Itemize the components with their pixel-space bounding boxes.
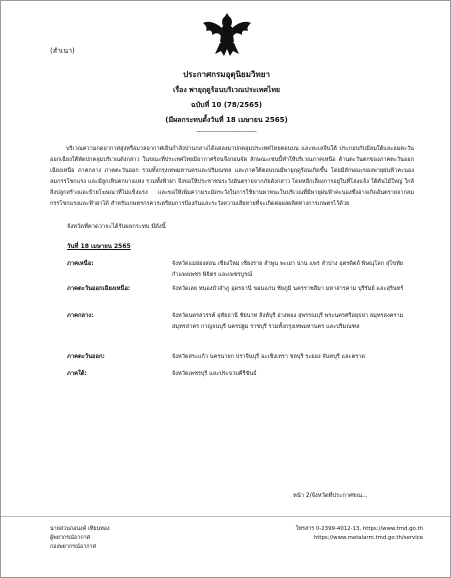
body-paragraph: บริเวณความกดอากาศสูงหรือมวลอากาศเย็นกำลังปานกลางได้แผ่ลงมาปกคลุมประเทศไทยตอนบน และทะเลจีนใต้ ประกอบกับมีลมใต้และลมตะวันออกเฉียงใต้พัดปกคลุมบริเวณดังกล่าว ในขณะที่ประเทศไทยมีอากาศร้อนจึงก่อนจัด ลักษณะเช่นนี้ทำให้บริเวณภาคเหนือ ด้านตะวันตกของภาคตะวันออกเฉียงเหนือ ภาคกลาง ภาคตะวันออก รวมทั้งกรุงเทพมหานครและปริมณฑล และภาคใต้ตอนบนมีพายุฤดูร้อนเกิดขึ้น โดยมีลักษณะของพายุฝนฟ้าคะนอง ลมกรรโชกแรง และมีลูกเห็บตกบางแห่ง รวมทั้งฟ้าผ่า จึงขอให้ประชาชนระวังอันตรายจากภัยดังกล่าว โดยหลีกเลี่ยงการอยู่ในที่โล่งแจ้ง ใต้ต้นไม้ใหญ่ ใกล้สิ่งปลูกสร้างและป้ายโฆษณาที่ไม่แข็งแรง และขอให้เพิ่มความระมัดระวังในการใช้ยานพาหนะในบริเวณที่มีพายุฝนฟ้าคะนองซึ่งอาจเกิดอันตรายจากลมกรรโชกแรงและฟ้าผ่าได้ สำหรับเกษตรกรควรเตรียมการป้องกันและระวังความเสียหายที่จะเกิดต่อผลผลิตทางการเกษตรไว้ด้วย [50, 146, 414, 207]
signatory-name: นายสวนกอนงค์ เทียนทอง [50, 526, 110, 532]
continued-note: หน้า 2/จังหวัดที่ประกาศขณ... [293, 493, 368, 499]
region-provinces: จังหวัดนครสวรรค์ อุทัยธานี ชัยนาท สิงห์บุรี อ่างทอง สุพรรณบุรี พระนครศรีอยุธยา สมุทรสงคราม สมุทรสาคร กาญจนบุรี นครปฐม ราชบุรี รวมทั้งกรุงเทพมหานคร และปริมณฑล [172, 313, 404, 330]
copy-label: (สำเนา) [50, 47, 75, 55]
announcement-subject: เรื่อง พายุฤดูร้อนบริเวณประเทศไทย [172, 86, 281, 94]
forecast-date: วันที่ 18 เมษายน 2565 [67, 243, 131, 250]
region-provinces: จังหวัดเพชรบุรี และประจวบคีรีขันธ์ [172, 371, 257, 377]
announcement-issue: ฉบับที่ 10 (78/2565) [190, 101, 263, 109]
announcement-title: ประกาศกรมอุตุนิยมวิทยา [183, 70, 270, 79]
affected-intro: จังหวัดที่คาดว่าจะได้รับผลกระทบ มีดังนี้ [67, 224, 166, 230]
region-label: ภาคเหนือ: [67, 261, 94, 267]
region-provinces: จังหวัดแม่ฮ่องสอน เชียงใหม่ เชียงราย ลำพูน พะเยา น่าน แพร่ ลำปาง อุตรดิตถ์ พิษณุโลก สุโขทัย กำแพงเพชร พิจิตร และเพชรบูรณ์ [172, 261, 404, 278]
separator: ------------------------------------ [196, 128, 257, 135]
garuda-emblem-icon [201, 9, 253, 59]
region-label: ภาคตะวันออกเฉียงเหนือ: [67, 286, 131, 292]
footer-signatory [50, 525, 110, 552]
region-label: ภาคตะวันออก: [67, 354, 105, 360]
region-label: ภาคใต้: [67, 371, 87, 377]
region-provinces: จังหวัดสระแก้ว นครนายก ปราจีนบุรี ฉะเชิงเทรา ชลบุรี ระยอง จันทบุรี และตราด [172, 354, 365, 360]
effective-date: (มีผลกระทบตั้งวันที่ 18 เมษายน 2565) [165, 116, 288, 124]
region-provinces: จังหวัดเลย หนองบัวลำภู อุดรธานี ขอนแก่น ชัยภูมิ นครราชสีมา มหาสารคาม บุรีรัมย์ และสุรินทร์ [172, 286, 404, 292]
signatory-department: กองพยากรณ์อากาศ [50, 544, 97, 550]
region-label: ภาคกลาง: [67, 313, 94, 319]
footer-contact [223, 525, 423, 543]
contact-service-link: https://www.metalarm.tmd.go.th/service [313, 535, 423, 541]
signatory-role: ผู้พยากรณ์อากาศ [50, 535, 91, 541]
footer-divider [1, 516, 450, 517]
contact-fax-website: โทรสาร 0-2399-4012-13, https://www.tmd.go.th [295, 526, 423, 532]
